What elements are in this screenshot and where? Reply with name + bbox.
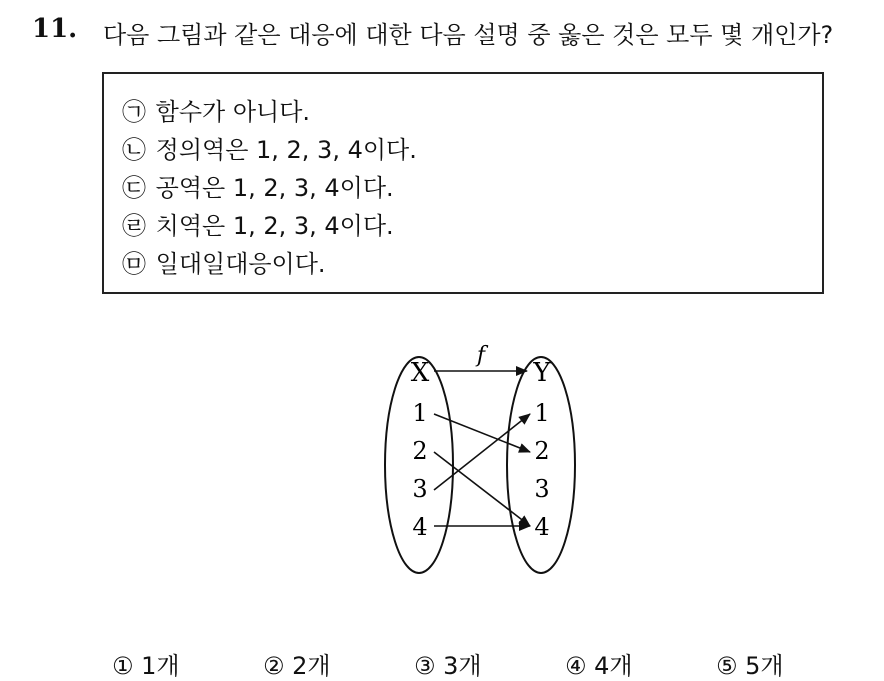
codomain-label: Y bbox=[533, 358, 551, 388]
statement-box bbox=[102, 72, 824, 294]
statement-mark: ㉤ bbox=[122, 250, 146, 278]
choice-text: 1개 bbox=[141, 652, 180, 680]
set-elements bbox=[412, 399, 549, 541]
statement-mark: ㉡ bbox=[122, 136, 146, 164]
statement-text: 정의역은 1, 2, 3, 4이다. bbox=[155, 136, 417, 164]
choice-mark: ④ bbox=[565, 652, 587, 680]
domain-element: 3 bbox=[412, 475, 428, 503]
statement-5 bbox=[122, 244, 326, 279]
statement-mark: ㉠ bbox=[122, 98, 146, 126]
choice-mark: ⑤ bbox=[716, 652, 738, 680]
choice-text: 3개 bbox=[443, 652, 482, 680]
mapping-arrow bbox=[434, 452, 530, 526]
mapping-arrows bbox=[434, 414, 530, 526]
mapping-arrow bbox=[434, 414, 530, 452]
question-text: 다음 그림과 같은 대응에 대한 다음 설명 중 옳은 것은 모두 몇 개인가? bbox=[103, 21, 834, 49]
statement-3 bbox=[122, 168, 394, 203]
domain-element: 4 bbox=[412, 513, 428, 541]
choice-text: 4개 bbox=[594, 652, 633, 680]
statement-1 bbox=[122, 92, 310, 127]
mapping-arrow bbox=[434, 414, 530, 490]
choice-text: 5개 bbox=[745, 652, 784, 680]
question-number: 11. bbox=[32, 14, 78, 44]
codomain-element: 2 bbox=[534, 437, 550, 465]
statement-2 bbox=[122, 130, 417, 165]
statement-text: 함수가 아니다. bbox=[155, 98, 311, 126]
choice-text: 2개 bbox=[292, 652, 331, 680]
answer-choices bbox=[0, 646, 884, 678]
codomain-element: 3 bbox=[534, 475, 550, 503]
choice-mark: ① bbox=[112, 652, 134, 680]
statement-mark: ㉣ bbox=[122, 212, 146, 240]
codomain-element: 1 bbox=[534, 399, 550, 427]
statement-text: 치역은 1, 2, 3, 4이다. bbox=[155, 212, 394, 240]
domain-ellipse bbox=[385, 357, 453, 573]
codomain-ellipse bbox=[507, 357, 575, 573]
statement-4 bbox=[122, 206, 394, 241]
statement-text: 일대일대응이다. bbox=[155, 250, 326, 278]
domain-element: 2 bbox=[412, 437, 428, 465]
choice-mark: ② bbox=[263, 652, 285, 680]
function-label: f bbox=[476, 343, 486, 368]
codomain-element: 4 bbox=[534, 513, 550, 541]
statement-mark: ㉢ bbox=[122, 174, 146, 202]
domain-label: X bbox=[410, 358, 430, 388]
choice-mark: ③ bbox=[414, 652, 436, 680]
statement-text: 공역은 1, 2, 3, 4이다. bbox=[155, 174, 394, 202]
domain-element: 1 bbox=[412, 399, 428, 427]
